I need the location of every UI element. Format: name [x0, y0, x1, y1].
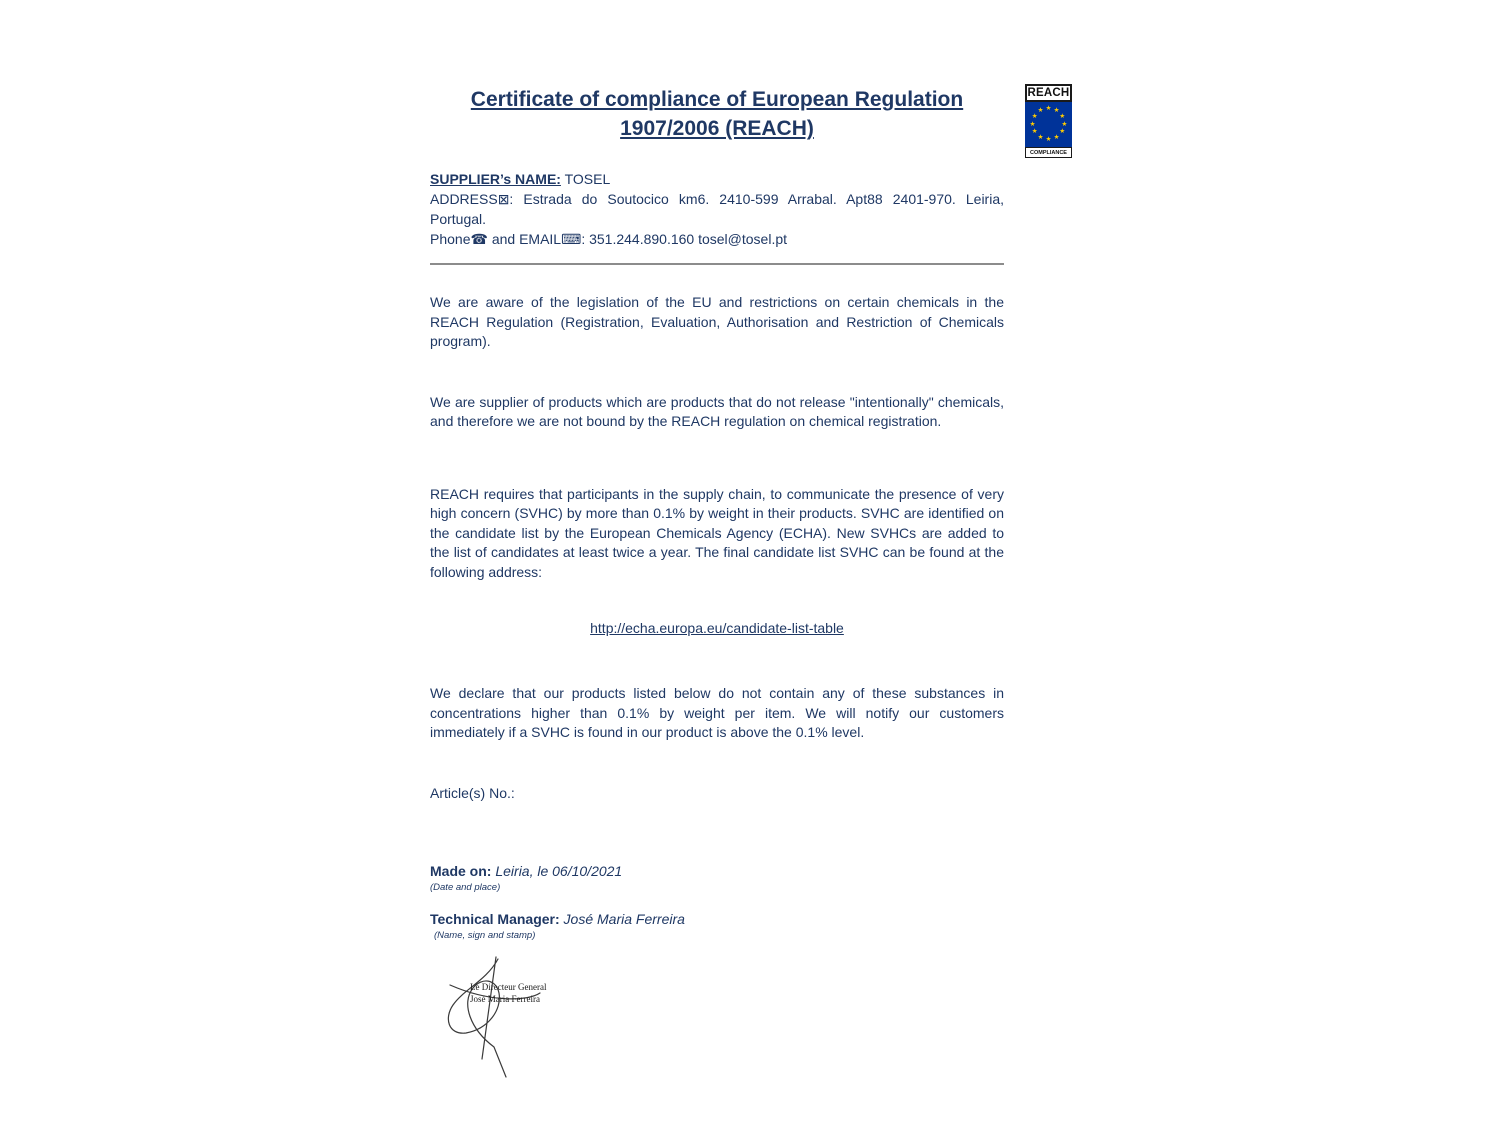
contact-value: 351.244.890.160 tosel@tosel.pt: [589, 231, 788, 247]
eu-star-icon: ★: [1045, 135, 1052, 143]
reach-compliance-logo: [1025, 84, 1072, 158]
eu-star-icon: ★: [1053, 133, 1060, 141]
reach-logo-title: REACH: [1025, 84, 1072, 102]
eu-star-icon: ★: [1031, 112, 1038, 120]
supplier-name-value: TOSEL: [560, 171, 611, 187]
eu-star-icon: ★: [1053, 106, 1060, 114]
made-on-caption: (Date and place): [430, 881, 501, 893]
signature-stamp-text: [470, 981, 546, 1005]
signature-block: [436, 955, 636, 1085]
signature-line-1: Le Directeur General: [470, 981, 547, 992]
reach-logo-compliance-label: COMPLIANCE: [1025, 147, 1072, 158]
supplier-contact-row: [430, 229, 1004, 249]
made-on-value: Leiria, le 06/10/2021: [491, 862, 623, 879]
technical-manager-caption: (Name, sign and stamp): [434, 929, 536, 941]
candidate-list-link-row: [430, 620, 1004, 636]
eu-star-icon: ★: [1031, 127, 1038, 135]
eu-star-icon: ★: [1045, 104, 1052, 112]
technical-manager-row: [430, 911, 1004, 927]
paragraph-awareness: We are aware of the legislation of the EU and restrictions on certain chemicals in the REACH Regulation (Registration, Evaluation, Authorisation and Restriction of Chemicals program).: [430, 294, 1004, 349]
article-number-label: Article(s) No.:: [430, 784, 515, 801]
eu-flag-icon: [1025, 102, 1072, 147]
fax-icon: ⌨: [561, 231, 582, 247]
paragraph-supplier-statement: We are supplier of products which are products that do not release "intentionally" chemicals, and therefore we are not bound by the REACH regulation on chemical registration.: [430, 393, 1004, 429]
supplier-name-row: [430, 169, 1004, 189]
eu-star-icon: ★: [1059, 112, 1066, 120]
address-label: ADDRESS: [430, 191, 498, 207]
document-body: [430, 85, 1004, 1085]
eu-star-icon: ★: [1037, 133, 1044, 141]
technical-manager-label: Technical Manager:: [430, 910, 560, 927]
divider: [430, 263, 1004, 265]
paragraph-reach-requirements: REACH requires that participants in the supply chain, to communicate the presence of very high concern (SVHC) by more than 0.1% by weight in their products. SVHC are identified on the candidate list by the European Chemicals Agency (ECHA). New SVHCs are added to the list of candidates at least twice a year. The final candidate list SVHC can be found at the following address:: [430, 485, 1004, 580]
page-title: [430, 85, 1004, 143]
phone-icon: ☎: [470, 231, 488, 247]
candidate-list-link[interactable]: http://echa.europa.eu/candidate-list-table: [590, 620, 844, 636]
made-on-row: [430, 863, 1004, 879]
article-number-row: [430, 785, 1004, 801]
supplier-address-row: [430, 189, 1004, 229]
eu-star-icon: ★: [1037, 106, 1044, 114]
eu-star-icon: ★: [1029, 120, 1036, 128]
supplier-block: [430, 169, 1004, 249]
envelope-icon: ⊠: [497, 191, 510, 207]
eu-stars: [1025, 102, 1072, 147]
signature-scribble: [436, 955, 596, 1085]
signature-line-2: José Maria Ferreira: [470, 993, 540, 1004]
title-line-1: Certificate of compliance of European Regulation: [470, 88, 964, 111]
title-line-2: 1907/2006 (REACH): [620, 117, 814, 140]
technical-manager-value: José Maria Ferreira: [559, 910, 685, 927]
address-colon: :: [509, 191, 524, 207]
eu-star-icon: ★: [1061, 120, 1068, 128]
made-on-label: Made on:: [430, 862, 492, 879]
email-label: and EMAIL: [487, 231, 562, 247]
phone-label: Phone: [430, 231, 471, 247]
address-value: Estrada do Soutocico km6. 2410-599 Arrabal. Apt88 2401-970. Leiria, Portugal.: [430, 191, 1005, 227]
eu-star-icon: ★: [1059, 127, 1066, 135]
contact-colon: :: [581, 231, 590, 247]
paragraph-declaration: We declare that our products listed below do not contain any of these substances in concentrations higher than 0.1% by weight per item. We will notify our customers immediately if a SVHC is found in our product is above the 0.1% level.: [430, 685, 1004, 740]
supplier-name-label: SUPPLIER’s NAME:: [430, 171, 561, 187]
